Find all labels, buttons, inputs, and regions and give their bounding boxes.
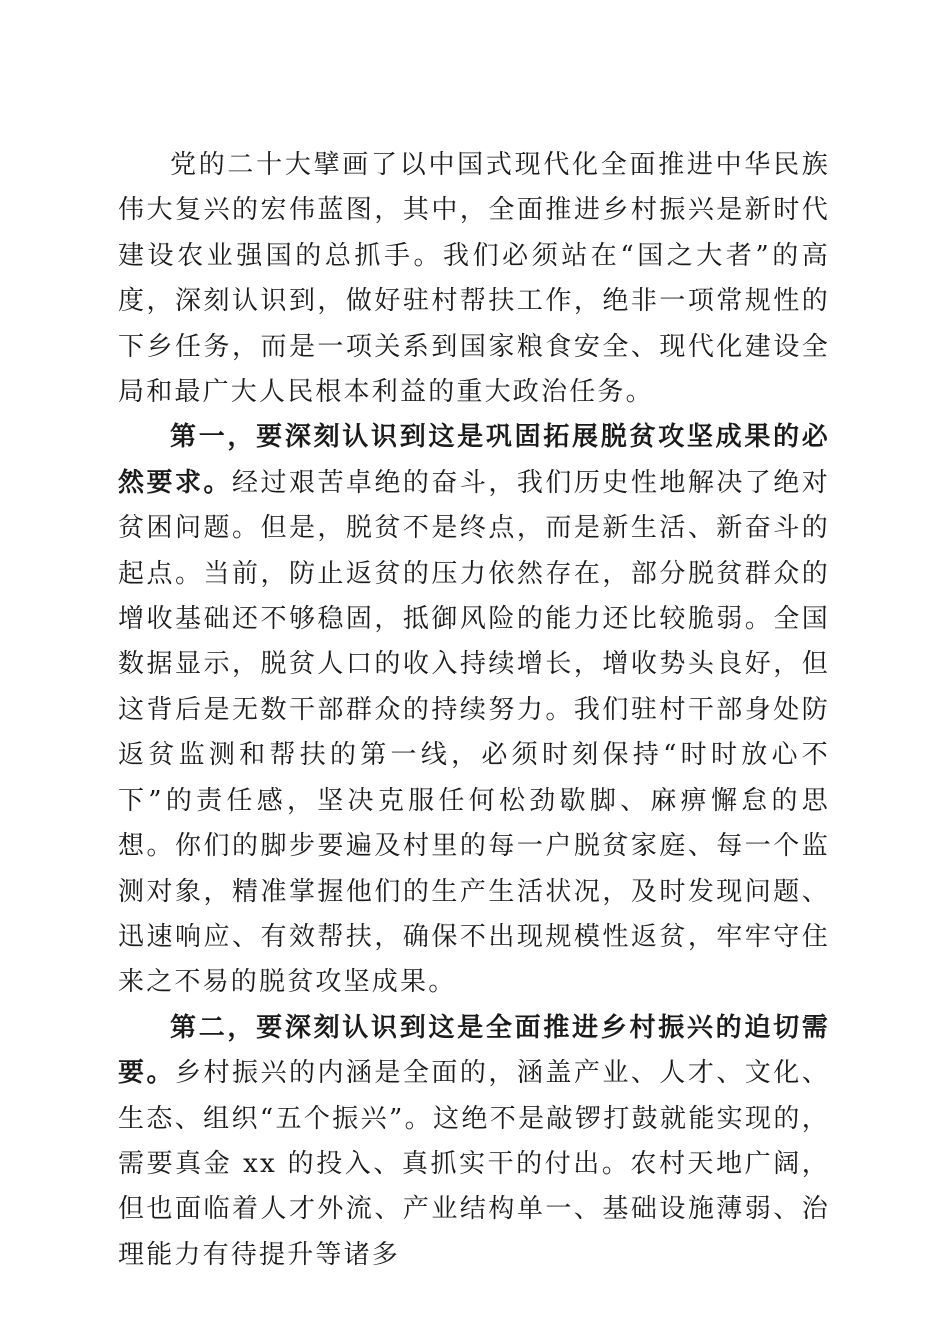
paragraph-second-point xyxy=(118,1006,830,1278)
paragraph-second-point-heading: 第二，要深刻认识到这是全面推进乡村振兴的迫切需要。 xyxy=(118,1012,830,1089)
paragraph-second-point-text: 乡村振兴的内涵是全面的，涵盖产业、人才、文化、生态、组织“五个振兴”。这绝不是敲锣打鼓就能实现的，需要真金 xx 的投入、真抓实干的付出。农村天地广阔，但也面临着人才外流、产业结构单一、基础设施薄弱、治理能力有待提升等诸多 xyxy=(118,1058,830,1270)
document-body xyxy=(118,143,830,1278)
paragraph-first-point-heading: 第一，要深刻认识到这是巩固拓展脱贫攻坚成果的必然要求。 xyxy=(118,422,830,498)
paragraph-intro-text: 党的二十大擘画了以中国式现代化全面推进中华民族伟大复兴的宏伟蓝图，其中，全面推进乡村振兴是新时代建设农业强国的总抓手。我们必须站在“国之大者”的高度，深刻认识到，做好驻村帮扶工作，绝非一项常规性的下乡任务，而是一项关系到国家粮食安全、现代化建设全局和最广大人民根本利益的重大政治任务。 xyxy=(118,150,830,408)
paragraph-intro xyxy=(118,143,830,415)
paragraph-first-point xyxy=(118,415,830,1005)
paragraph-first-point-text: 经过艰苦卓绝的奋斗，我们历史性地解决了绝对贫困问题。但是，脱贫不是终点，而是新生活、新奋斗的起点。当前，防止返贫的压力依然存在，部分脱贫群众的增收基础还不够稳固，抵御风险的能力还比较脆弱。全国数据显示，脱贫人口的收入持续增长，增收势头良好，但这背后是无数干部群众的持续努力。我们驻村干部身处防返贫监测和帮扶的第一线，必须时刻保持“时时放心不下”的责任感，坚决克服任何松劲歇脚、麻痹懈怠的思想。你们的脚步要遍及村里的每一户脱贫家庭、每一个监测对象，精准掌握他们的生产生活状况，及时发现问题、迅速响应、有效帮扶，确保不出现规模性返贫，牢牢守住来之不易的脱贫攻坚成果。 xyxy=(118,467,830,998)
